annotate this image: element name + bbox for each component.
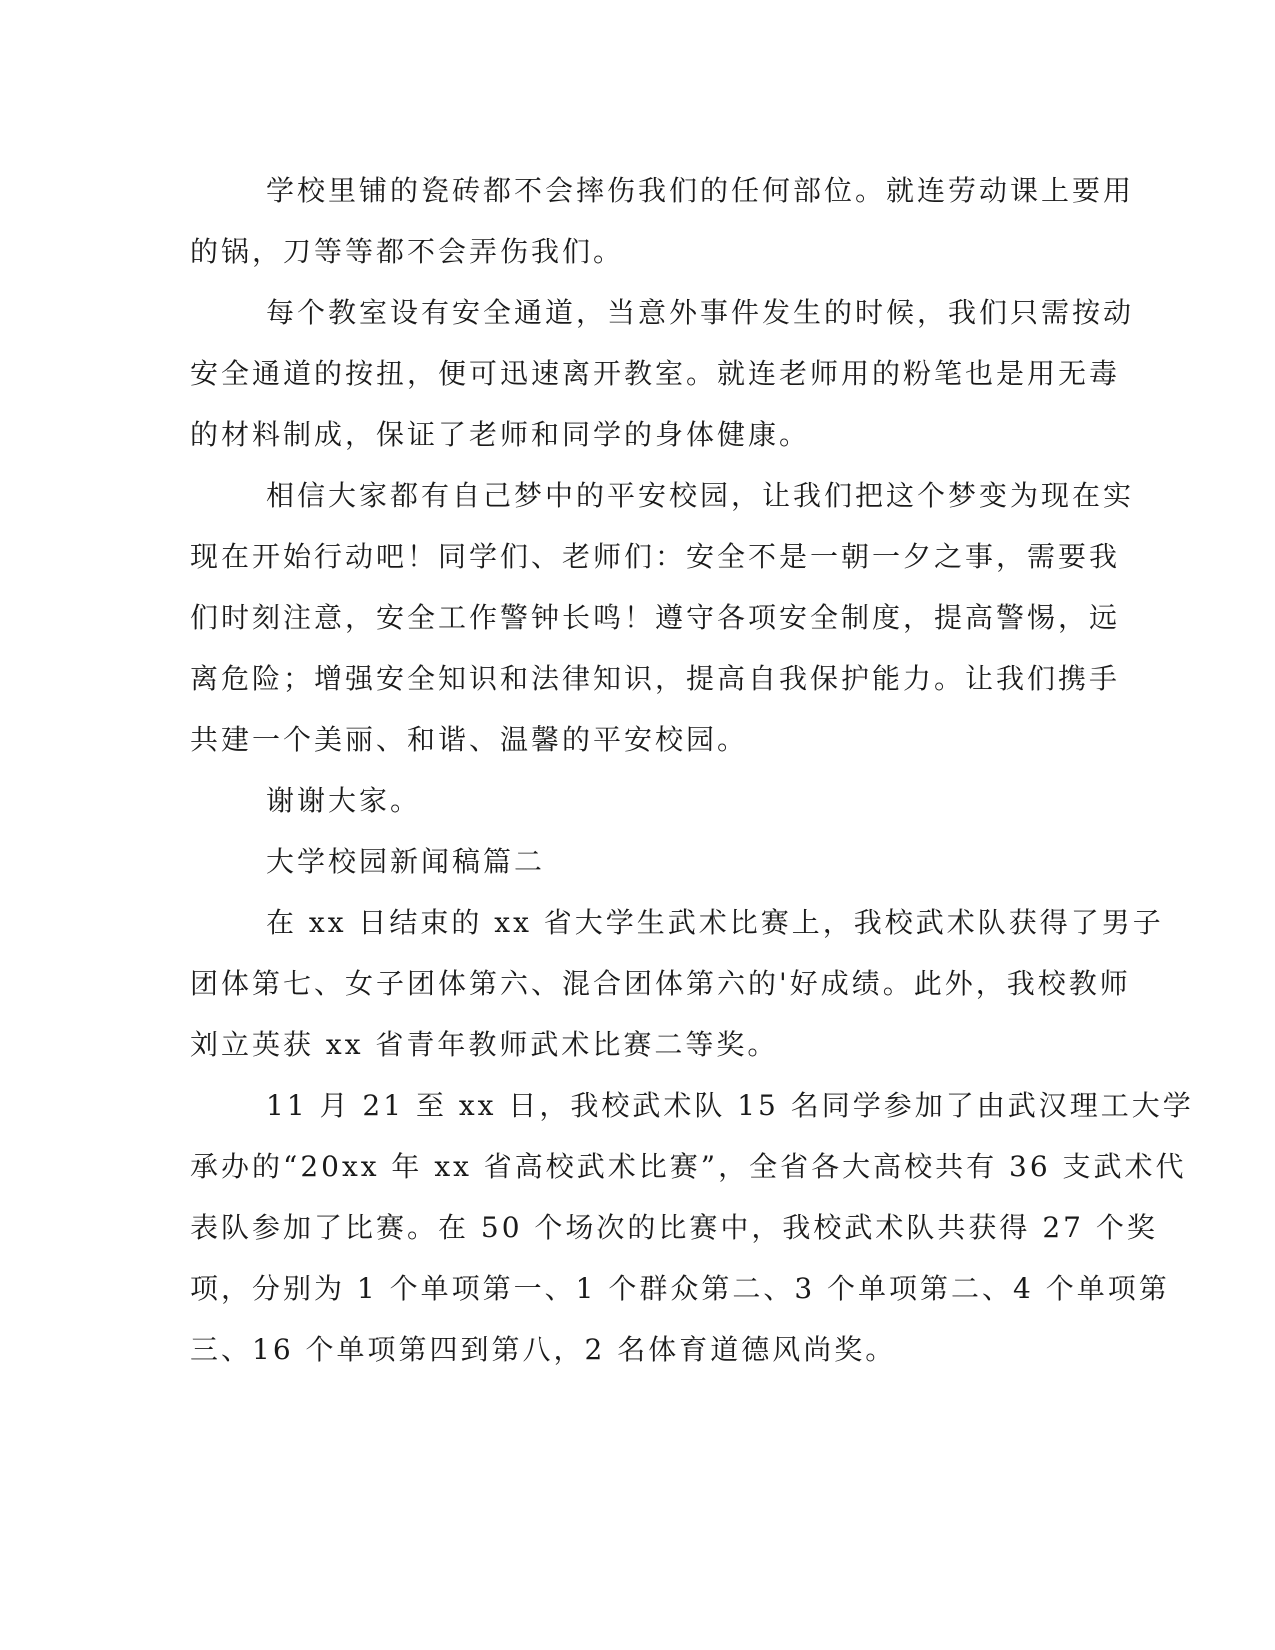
text-line: 安全通道的按扭，便可迅速离开教室。就连老师用的粉笔也是用无毒 [190, 357, 1121, 390]
section-heading: 大学校园新闻稿篇二 [266, 845, 546, 878]
text-line: 表队参加了比赛。在 50 个场次的比赛中，我校武术队共获得 27 个奖 [190, 1211, 1158, 1244]
text-line: 离危险；增强安全知识和法律知识，提高自我保护能力。让我们携手 [190, 662, 1121, 695]
text-line: 团体第七、女子团体第六、混合团体第六的'好成绩。此外，我校教师 [190, 967, 1131, 1000]
text-line: 的材料制成，保证了老师和同学的身体健康。 [190, 418, 811, 451]
text-line: 在 xx 日结束的 xx 省大学生武术比赛上，我校武术队获得了男子 [266, 906, 1164, 939]
text-line: 三、16 个单项第四到第八，2 名体育道德风尚奖。 [190, 1333, 897, 1366]
text-line: 共建一个美丽、和谐、温馨的平安校园。 [190, 723, 749, 756]
text-line: 学校里铺的瓷砖都不会摔伤我们的任何部位。就连劳动课上要用 [266, 174, 1135, 207]
text-line: 刘立英获 xx 省青年教师武术比赛二等奖。 [190, 1028, 779, 1061]
text-line: 项，分别为 1 个单项第一、1 个群众第二、3 个单项第二、4 个单项第 [190, 1272, 1170, 1305]
text-line: 11 月 21 至 xx 日，我校武术队 15 名同学参加了由武汉理工大学 [266, 1089, 1194, 1122]
text-line: 相信大家都有自己梦中的平安校园，让我们把这个梦变为现在实 [266, 479, 1135, 512]
document-body [190, 160, 1194, 1380]
text-line: 们时刻注意，安全工作警钟长鸣！遵守各项安全制度，提高警惕，远 [190, 601, 1121, 634]
text-line: 承办的“20xx 年 xx 省高校武术比赛”，全省各大高校共有 36 支武术代 [190, 1150, 1187, 1183]
text-line: 现在开始行动吧！同学们、老师们：安全不是一朝一夕之事，需要我 [190, 540, 1121, 573]
text-line: 每个教室设有安全通道，当意外事件发生的时候，我们只需按动 [266, 296, 1135, 329]
text-line: 谢谢大家。 [266, 784, 422, 817]
text-line: 的锅，刀等等都不会弄伤我们。 [190, 235, 625, 268]
